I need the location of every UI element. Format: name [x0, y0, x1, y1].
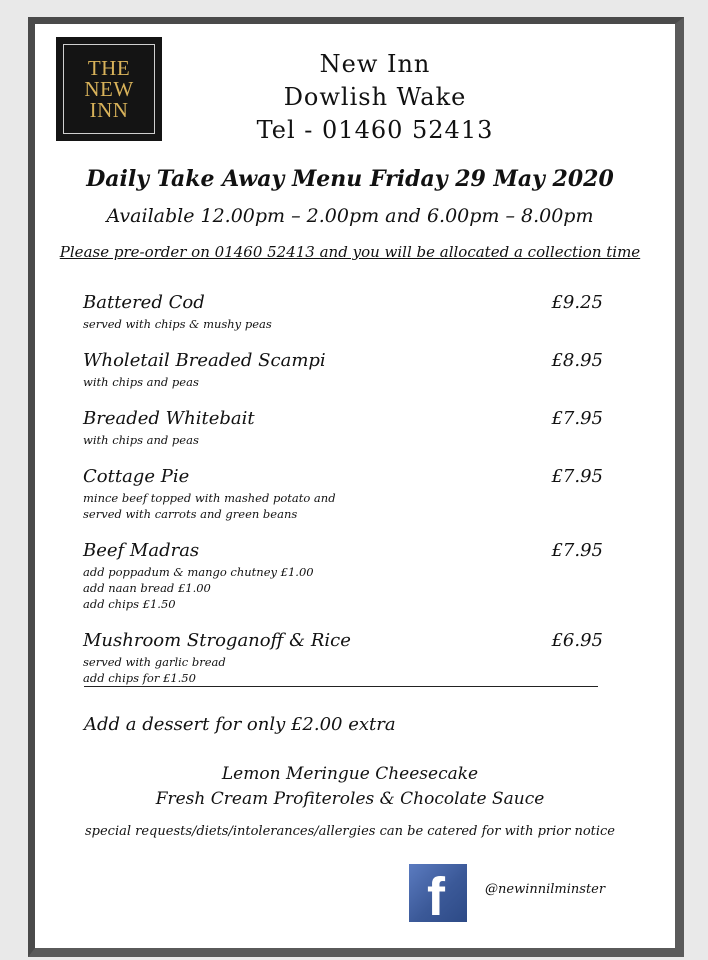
new-inn-logo: [56, 37, 162, 141]
item-extra: add naan bread £1.00: [83, 581, 211, 595]
item-description: served with chips & mushy peas: [83, 317, 272, 331]
item-price: £7.95: [551, 466, 603, 487]
menu-item: [83, 464, 603, 522]
dessert-list: [35, 762, 665, 812]
item-name: Breaded Whitebait: [83, 408, 255, 429]
item-description: mince beef topped with mashed potato and: [83, 491, 336, 505]
dessert-offer: Add a dessert for only £2.00 extra: [84, 714, 396, 735]
item-name: Beef Madras: [83, 540, 200, 561]
menu-item: [83, 406, 603, 448]
item-name: Mushroom Stroganoff & Rice: [83, 630, 351, 651]
item-extra: add poppadum & mango chutney £1.00: [83, 565, 314, 579]
item-price: £7.95: [551, 408, 603, 429]
item-description: with chips and peas: [83, 433, 199, 447]
dessert-item: Fresh Cream Profiteroles & Chocolate Sauce: [155, 789, 545, 809]
menu-item: [83, 628, 603, 686]
logo-line: INN: [89, 97, 129, 122]
item-price: £6.95: [551, 630, 603, 651]
social-handle: @newinnilminster: [485, 882, 606, 897]
menu-item: [83, 290, 603, 332]
menu-title: Daily Take Away Menu Friday 29 May 2020: [86, 166, 614, 192]
section-divider: [84, 686, 598, 687]
pub-name: New Inn: [319, 50, 431, 78]
item-name: Wholetail Breaded Scampi: [83, 350, 326, 371]
item-description: with chips and peas: [83, 375, 199, 389]
preorder-note: Please pre-order on 01460 52413 and you will be allocated a collection time: [59, 243, 641, 261]
dessert-item: Lemon Meringue Cheesecake: [221, 764, 479, 784]
logo-line: THE: [87, 55, 131, 80]
menu-item: [83, 348, 603, 390]
item-price: £7.95: [551, 540, 603, 561]
logo-border: [63, 44, 155, 134]
item-description: served with garlic bread: [83, 655, 226, 669]
item-price: £9.25: [551, 292, 603, 313]
menu-sheet: [28, 17, 684, 957]
logo-line: NEW: [84, 76, 134, 101]
facebook-icon[interactable]: [409, 864, 467, 922]
pub-location: Dowlish Wake: [283, 83, 467, 111]
item-extra: add chips for £1.50: [83, 671, 196, 685]
item-price: £8.95: [551, 350, 603, 371]
item-name: Cottage Pie: [83, 466, 190, 487]
item-name: Battered Cod: [83, 292, 205, 313]
facebook-f-glyph: f: [427, 867, 445, 922]
item-description: served with carrots and green beans: [83, 507, 298, 521]
special-requests-note: special requests/diets/intolerances/allergies can be catered for with prior notice: [84, 824, 616, 839]
availability-times: Available 12.00pm – 2.00pm and 6.00pm – 8.00pm: [106, 205, 594, 227]
pub-header: [175, 48, 575, 147]
pub-phone: Tel - 01460 52413: [256, 116, 494, 144]
menu-item: [83, 538, 603, 612]
item-extra: add chips £1.50: [83, 597, 176, 611]
menu-items: [83, 290, 603, 702]
